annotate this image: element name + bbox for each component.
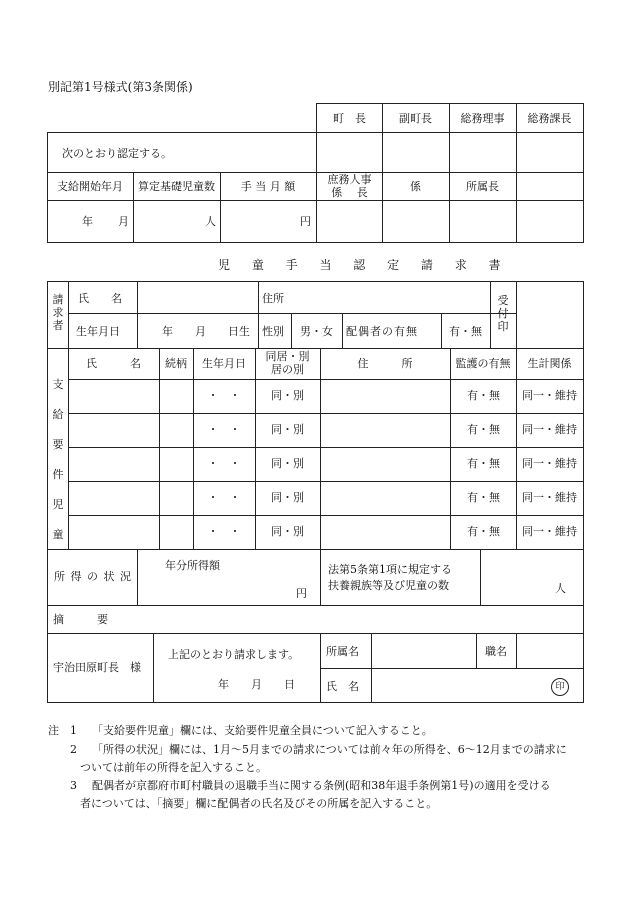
note-3-num: 3 [70, 779, 77, 792]
children-header-name: 氏 名 [86, 357, 141, 370]
child-cohabitation: 同・別 [271, 525, 304, 538]
child-custody: 有・無 [467, 457, 500, 470]
start-year-unit: 年 [82, 215, 93, 228]
header-mayor: 町 長 [333, 112, 366, 125]
children-count-unit: 人 [205, 215, 216, 228]
claimant-spouse-value: 有・無 [449, 325, 482, 338]
child-dob: ・ ・ [207, 525, 241, 538]
claimant-spouse-label: 配偶者の有無 [346, 325, 418, 338]
certify-text: 次のとおり認定する。 [62, 147, 172, 160]
child-dob: ・ ・ [207, 389, 241, 402]
child-livelihood: 同一・維持 [522, 525, 577, 538]
child-dob: ・ ・ [207, 491, 241, 504]
claimant-section-label: 請求者 [52, 293, 64, 332]
child-livelihood: 同一・維持 [522, 491, 577, 504]
child-custody: 有・無 [467, 423, 500, 436]
child-dob: ・ ・ [207, 457, 241, 470]
note-2-num: 2 [70, 743, 77, 756]
child-custody: 有・無 [467, 525, 500, 538]
remarks-label: 摘 要 [53, 613, 108, 626]
income-label: 所 得 の 状 況 [54, 570, 132, 583]
dependents-unit: 人 [555, 582, 566, 595]
children-header-cohabitation: 同居・別 居の別 [265, 350, 310, 376]
note-3-text-1: 配偶者が京都府市町村職員の退職手当に関する条例(昭和38年退手条例第1号)の適用を受ける [92, 779, 551, 792]
label-base-children: 算定基礎児童数 [138, 180, 215, 193]
request-date: 年 月 日 [218, 678, 295, 691]
child-livelihood: 同一・維持 [522, 389, 577, 402]
form-header: 別記第1号様式(第3条関係) [48, 80, 193, 94]
note-1-num: 注 1 [48, 724, 77, 737]
form-title: 児 童 手 当 認 定 請 求 書 [218, 258, 510, 272]
note-2-text-1: 「所得の状況」欄には、1月～5月までの請求については前々年の所得を、6～12月までの請求に [92, 743, 567, 756]
label-start-month: 支給開始年月 [57, 180, 123, 193]
label-personnel-chief: 庶務人事 係 長 [327, 173, 372, 199]
seal-mark: 印 [551, 678, 569, 696]
annual-income-yen: 円 [296, 587, 307, 600]
child-cohabitation: 同・別 [271, 457, 304, 470]
received-stamp-label: 受付印 [497, 294, 509, 333]
label-monthly-allowance: 手 当 月 額 [240, 180, 296, 193]
allowance-yen-unit: 円 [300, 215, 311, 228]
claimant-sex-value: 男・女 [300, 325, 333, 338]
child-cohabitation: 同・別 [271, 491, 304, 504]
children-header-livelihood: 生計関係 [527, 357, 572, 370]
header-general-affairs-chief: 総務課長 [527, 112, 572, 125]
child-livelihood: 同一・維持 [522, 457, 577, 470]
children-section-label: 支給要件児童 [52, 378, 64, 541]
request-statement: 上記のとおり請求します。 [168, 648, 300, 661]
note-3-text-2: 者については、「摘要」欄に配偶者の氏名及びその所属を記入すること。 [80, 797, 438, 810]
children-header-address: 住 所 [357, 357, 413, 370]
children-header-custody: 監護の有無 [455, 357, 511, 370]
claimant-name-label: 氏 名 [78, 292, 122, 305]
label-clerk: 係 [410, 180, 421, 193]
header-general-director: 総務理事 [460, 112, 505, 125]
claimant-dob-label: 生年月日 [76, 325, 120, 338]
child-cohabitation: 同・別 [271, 423, 304, 436]
annual-income-label: 年分所得額 [165, 559, 220, 572]
note-2-text-2: ついては前年の所得を記入すること。 [80, 761, 267, 774]
child-livelihood: 同一・維持 [522, 423, 577, 436]
child-dob: ・ ・ [207, 423, 241, 436]
note-1-text: 「支給要件児童」欄には、支給要件児童全員について記入すること。 [92, 724, 433, 737]
children-header-dob: 生年月日 [202, 357, 246, 370]
child-cohabitation: 同・別 [271, 389, 304, 402]
claimant-address-label: 住所 [262, 292, 284, 305]
child-custody: 有・無 [467, 491, 500, 504]
addressee: 宇治田原町長 様 [53, 661, 141, 674]
dept-label: 所属名 [326, 645, 359, 658]
child-custody: 有・無 [467, 389, 500, 402]
dependents-label: 法第5条第1項に規定する 扶養親族等及び児童の数 [328, 563, 452, 592]
label-dept-head: 所属長 [466, 180, 499, 193]
claimant-sex-label: 性別 [262, 325, 284, 338]
position-label: 職名 [485, 645, 507, 658]
start-month-unit: 月 [118, 215, 129, 228]
children-header-relation: 続柄 [165, 357, 187, 370]
name-label: 氏 名 [326, 680, 359, 693]
claimant-dob-value: 年 月 日生 [162, 325, 250, 338]
header-deputy-mayor: 副町長 [399, 112, 432, 125]
